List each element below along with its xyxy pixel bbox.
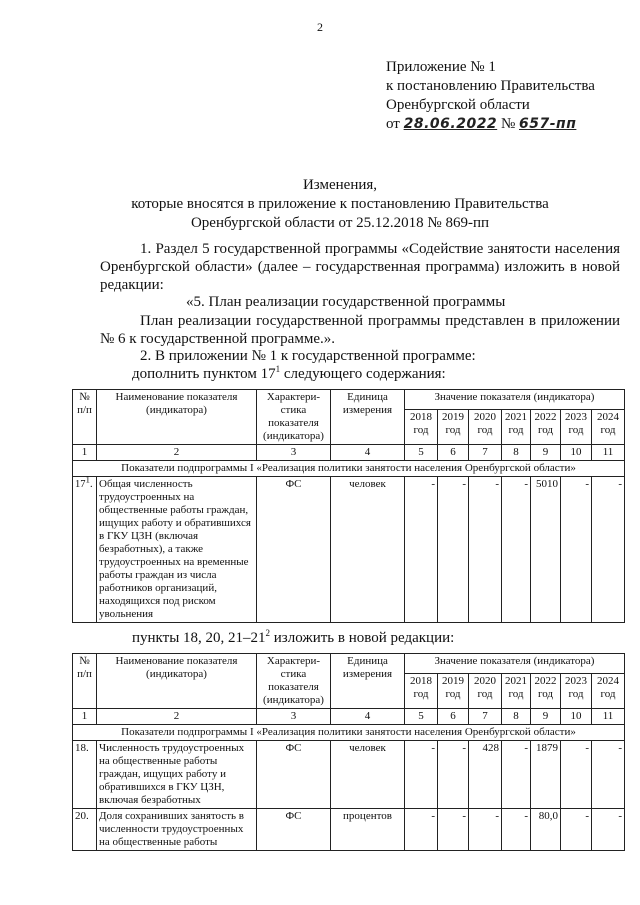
header-values: Значение показателя (индикатора) — [405, 390, 625, 410]
page-number: 2 — [317, 20, 323, 34]
header-name: Наименование показателя (индикатора) — [97, 390, 257, 445]
column-number: 1 — [73, 709, 97, 725]
appendix-number-sign: № — [500, 116, 516, 132]
row-characteristic: ФС — [257, 741, 331, 809]
row-value: - — [438, 741, 469, 809]
table1-header-row — [73, 390, 625, 410]
column-number: 7 — [469, 445, 502, 461]
header-num: № п/п — [73, 390, 97, 445]
row-value: - — [592, 741, 625, 809]
table1-section-row — [73, 461, 625, 477]
row-value: - — [469, 477, 502, 623]
appendix-header — [386, 58, 595, 134]
row-name: Общая численность трудоустроенных на общественные работы граждан, ищущих работу и обратившихся в ГКУ ЦЗН (включая безработных), а также трудоустроенных на временные работы граждан из числа работников организаций, находящихся под риском увольнения — [97, 477, 257, 623]
column-number: 6 — [438, 709, 469, 725]
title-line-1: Изменения, — [302, 177, 378, 193]
appendix-line-3: Оренбургской области — [386, 97, 530, 113]
row-value: - — [405, 477, 438, 623]
header-name: Наименование показателя (индикатора) — [97, 654, 257, 709]
column-number: 11 — [592, 709, 625, 725]
column-number: 3 — [257, 445, 331, 461]
appendix-number: 657-пп — [519, 116, 577, 132]
year-header: 2024 год — [592, 673, 625, 708]
row-unit: человек — [331, 477, 405, 623]
column-number: 10 — [561, 445, 592, 461]
column-number: 9 — [531, 709, 561, 725]
column-number: 11 — [592, 445, 625, 461]
appendix-from: от — [386, 116, 400, 132]
row-value: - — [592, 477, 625, 623]
year-header: 2024 год — [592, 409, 625, 444]
column-number: 10 — [561, 709, 592, 725]
row-value: - — [405, 741, 438, 809]
table1-colnum-row — [73, 445, 625, 461]
row-value: - — [438, 809, 469, 851]
row-value: 428 — [469, 741, 502, 809]
title-line-2: которые вносятся в приложение к постановлению Правительства — [131, 196, 549, 212]
row-value: - — [502, 477, 531, 623]
appendix-date: 28.06.2022 — [403, 116, 498, 132]
paragraph-4: дополнить пунктом $17^1$ следующего содержания: — [132, 364, 446, 382]
table2-colnum-row — [73, 709, 625, 725]
table-row — [73, 477, 625, 623]
table2-header-row — [73, 654, 625, 674]
year-header: 2018 год — [405, 673, 438, 708]
column-number: 2 — [97, 445, 257, 461]
header-unit: Единица измерения — [331, 390, 405, 445]
table2-section-row — [73, 725, 625, 741]
row-value: - — [592, 809, 625, 851]
row-unit: процентов — [331, 809, 405, 851]
year-header: 2021 год — [502, 673, 531, 708]
year-header: 2019 год — [438, 673, 469, 708]
row-value: - — [561, 809, 592, 851]
row-name: Доля сохранивших занятость в численности трудоустроенных на общественные работы — [97, 809, 257, 851]
section-title: Показатели подпрограммы I «Реализация политики занятости населения Оренбургской области» — [73, 461, 625, 477]
year-header: 2022 год — [531, 673, 561, 708]
row-characteristic: ФС — [257, 809, 331, 851]
column-number: 6 — [438, 445, 469, 461]
year-header: 2022 год — [531, 409, 561, 444]
paragraph-1: 1. Раздел 5 государственной программы «Содействие занятости населения Оренбургской области» (далее – государственная программа) изложить в новой редакции: — [100, 241, 620, 293]
row-value: - — [469, 809, 502, 851]
row-value: - — [502, 809, 531, 851]
column-number: 8 — [502, 445, 531, 461]
row-number: $17^1$. — [73, 477, 97, 623]
row-unit: человек — [331, 741, 405, 809]
document-title — [40, 176, 640, 233]
indicators-table-1 — [72, 389, 625, 623]
column-number: 3 — [257, 709, 331, 725]
header-num: № п/п — [73, 654, 97, 709]
row-value: 5010 — [531, 477, 561, 623]
row-name: Численность трудоустроенных на общественные работы граждан, ищущих работу и обратившихся в ГКУ ЦЗН, включая безработных — [97, 741, 257, 809]
appendix-date-line — [386, 115, 595, 134]
row-value: - — [561, 741, 592, 809]
header-unit: Единица измерения — [331, 654, 405, 709]
column-number: 9 — [531, 445, 561, 461]
plan-section-title: «5. План реализации государственной программы — [186, 294, 506, 310]
column-number: 4 — [331, 445, 405, 461]
column-number: 1 — [73, 445, 97, 461]
table-row — [73, 809, 625, 851]
column-number: 2 — [97, 709, 257, 725]
paragraph-3: 2. В приложении № 1 к государственной программе: — [140, 348, 476, 364]
paragraph-2: План реализации государственной программы представлен в приложении № 6 к государственной программе.». — [100, 313, 620, 347]
appendix-line-1: Приложение № 1 — [386, 59, 496, 75]
year-header: 2021 год — [502, 409, 531, 444]
table-row — [73, 741, 625, 809]
row-value: - — [438, 477, 469, 623]
section-title: Показатели подпрограммы I «Реализация политики занятости населения Оренбургской области» — [73, 725, 625, 741]
column-number: 5 — [405, 709, 438, 725]
appendix-line-2: к постановлению Правительства — [386, 78, 595, 94]
row-value: 80,0 — [531, 809, 561, 851]
column-number: 8 — [502, 709, 531, 725]
year-header: 2023 год — [561, 409, 592, 444]
paragraph-5: пункты 18, 20, $21-21^2$ изложить в новой редакции: — [132, 628, 455, 646]
column-number: 5 — [405, 445, 438, 461]
year-header: 2020 год — [469, 673, 502, 708]
column-number: 7 — [469, 709, 502, 725]
indicators-table-2 — [72, 653, 625, 851]
year-header: 2020 год — [469, 409, 502, 444]
row-value: 1879 — [531, 741, 561, 809]
header-characteristic: Характери- стика показателя (индикатора) — [257, 390, 331, 445]
header-values: Значение показателя (индикатора) — [405, 654, 625, 674]
column-number: 4 — [331, 709, 405, 725]
row-characteristic: ФС — [257, 477, 331, 623]
row-value: - — [502, 741, 531, 809]
row-number: 20. — [73, 809, 97, 851]
row-value: - — [405, 809, 438, 851]
title-line-3: Оренбургской области от 25.12.2018 № 869-пп — [190, 215, 490, 231]
year-header: 2019 год — [438, 409, 469, 444]
header-characteristic: Характери- стика показателя (индикатора) — [257, 654, 331, 709]
year-header: 2018 год — [405, 409, 438, 444]
row-value: - — [561, 477, 592, 623]
row-number: 18. — [73, 741, 97, 809]
year-header: 2023 год — [561, 673, 592, 708]
